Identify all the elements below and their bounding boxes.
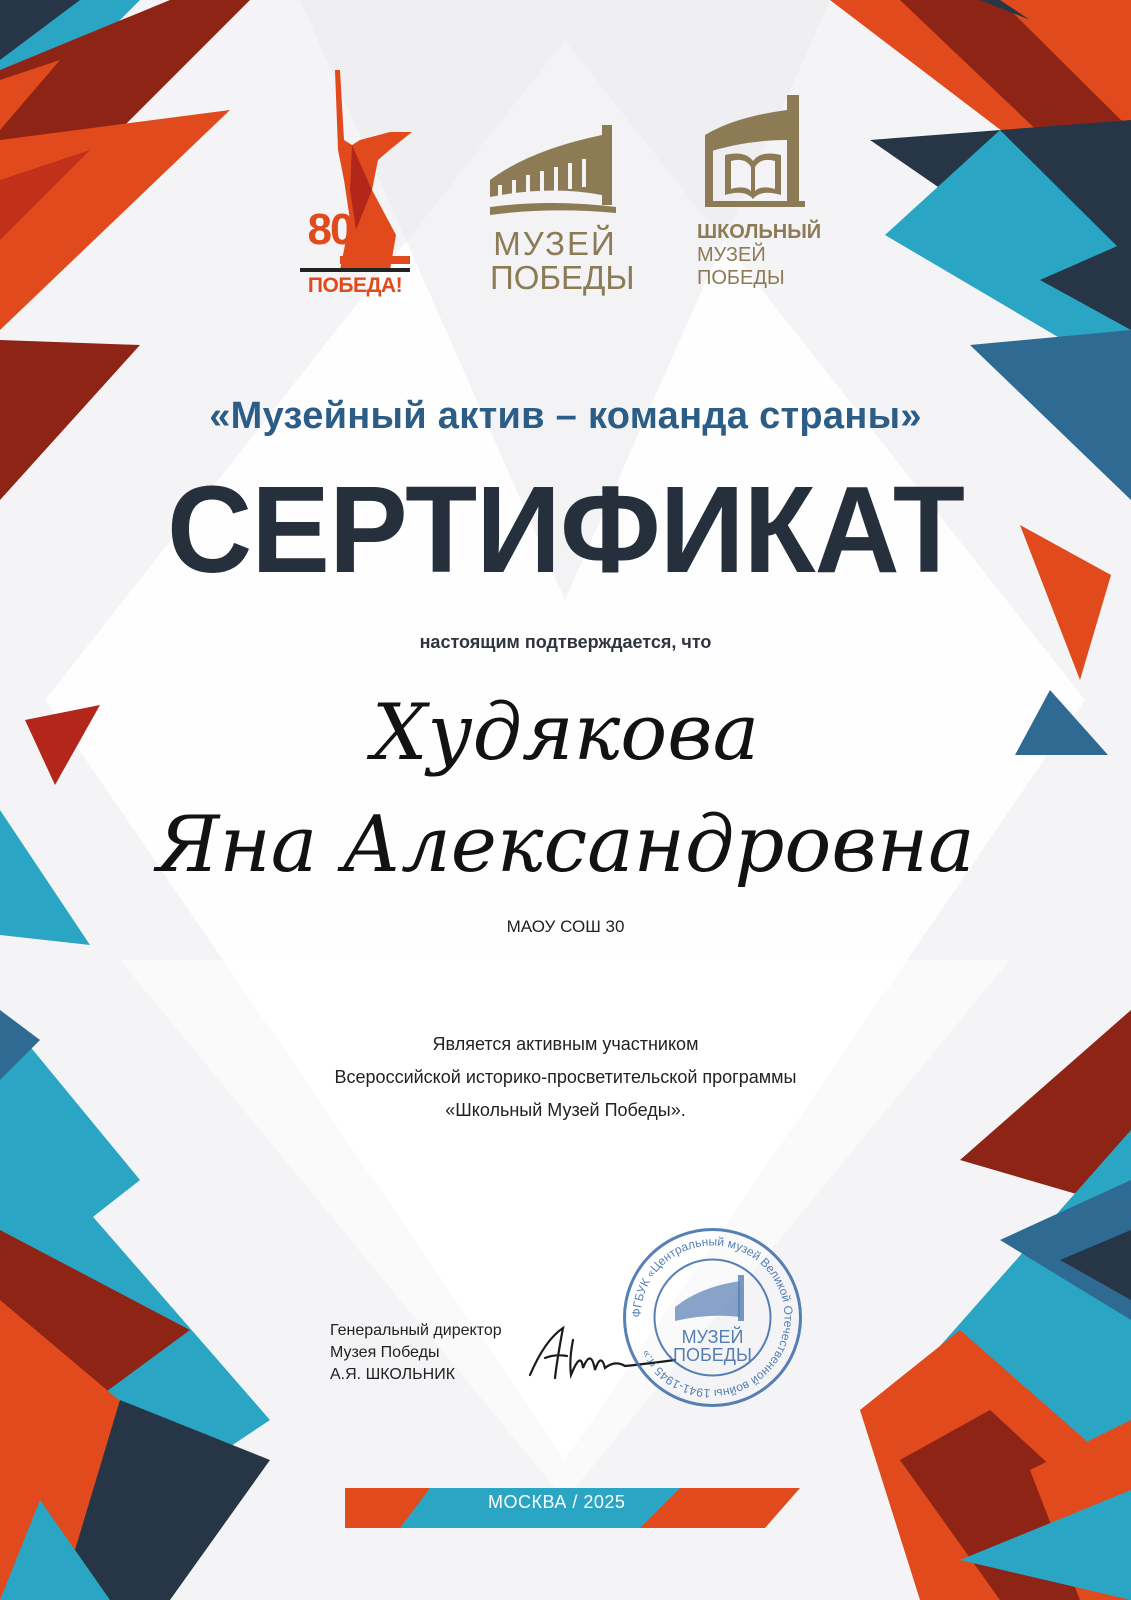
seal-center-line1: МУЗЕЙ bbox=[681, 1327, 744, 1347]
school-museum-line1: ШКОЛЬНЫЙ bbox=[697, 221, 822, 243]
certificate-title: СЕРТИФИКАТ bbox=[167, 460, 964, 600]
official-seal bbox=[620, 1225, 805, 1410]
description-block bbox=[0, 1028, 1131, 1127]
footer-location-year: МОСКВА / 2025 bbox=[488, 1492, 626, 1512]
motherland-statue-icon bbox=[300, 70, 420, 300]
signatory-organization: Музея Победы bbox=[330, 1344, 440, 1361]
museum-logo-line2: ПОБЕДЫ bbox=[490, 259, 635, 296]
signatory-name: А.Я. ШКОЛЬНИК bbox=[330, 1366, 456, 1383]
seal-center-line2: ПОБЕДЫ bbox=[673, 1345, 752, 1365]
signatory-block bbox=[330, 1320, 502, 1386]
school-museum-logo bbox=[697, 95, 835, 295]
school-museum-building-icon bbox=[705, 95, 820, 210]
school-name: МАОУ СОШ 30 bbox=[506, 917, 625, 936]
program-subtitle: «Музейный актив – команда страны» bbox=[209, 395, 922, 437]
signatory-position: Генеральный директор bbox=[330, 1322, 502, 1339]
recipient-given-names: Яна Александровна bbox=[156, 800, 975, 890]
school-museum-line2: МУЗЕЙ bbox=[697, 244, 766, 266]
victory-80-number: 80 bbox=[307, 205, 353, 254]
museum-building-icon bbox=[490, 125, 620, 220]
seal-ring-text: ФГБУК «Центральный музей Великой Отечественной войны 1941-1945 гг.» bbox=[629, 1234, 796, 1401]
confirmation-text: настоящим подтверждается, что bbox=[419, 632, 712, 652]
victory-80-logo bbox=[300, 70, 420, 300]
museum-logo-line1: МУЗЕЙ bbox=[493, 225, 617, 262]
school-museum-line3: ПОБЕДЫ bbox=[697, 267, 785, 289]
description-line: Всероссийской историко-просветительской программы bbox=[334, 1067, 797, 1087]
description-line: Является активным участником bbox=[432, 1034, 699, 1054]
description-line: «Школьный Музей Победы». bbox=[445, 1100, 686, 1120]
recipient-surname: Худякова bbox=[371, 688, 760, 778]
victory-80-word: ПОБЕДА! bbox=[300, 268, 410, 298]
museum-pobedy-logo bbox=[490, 125, 635, 296]
